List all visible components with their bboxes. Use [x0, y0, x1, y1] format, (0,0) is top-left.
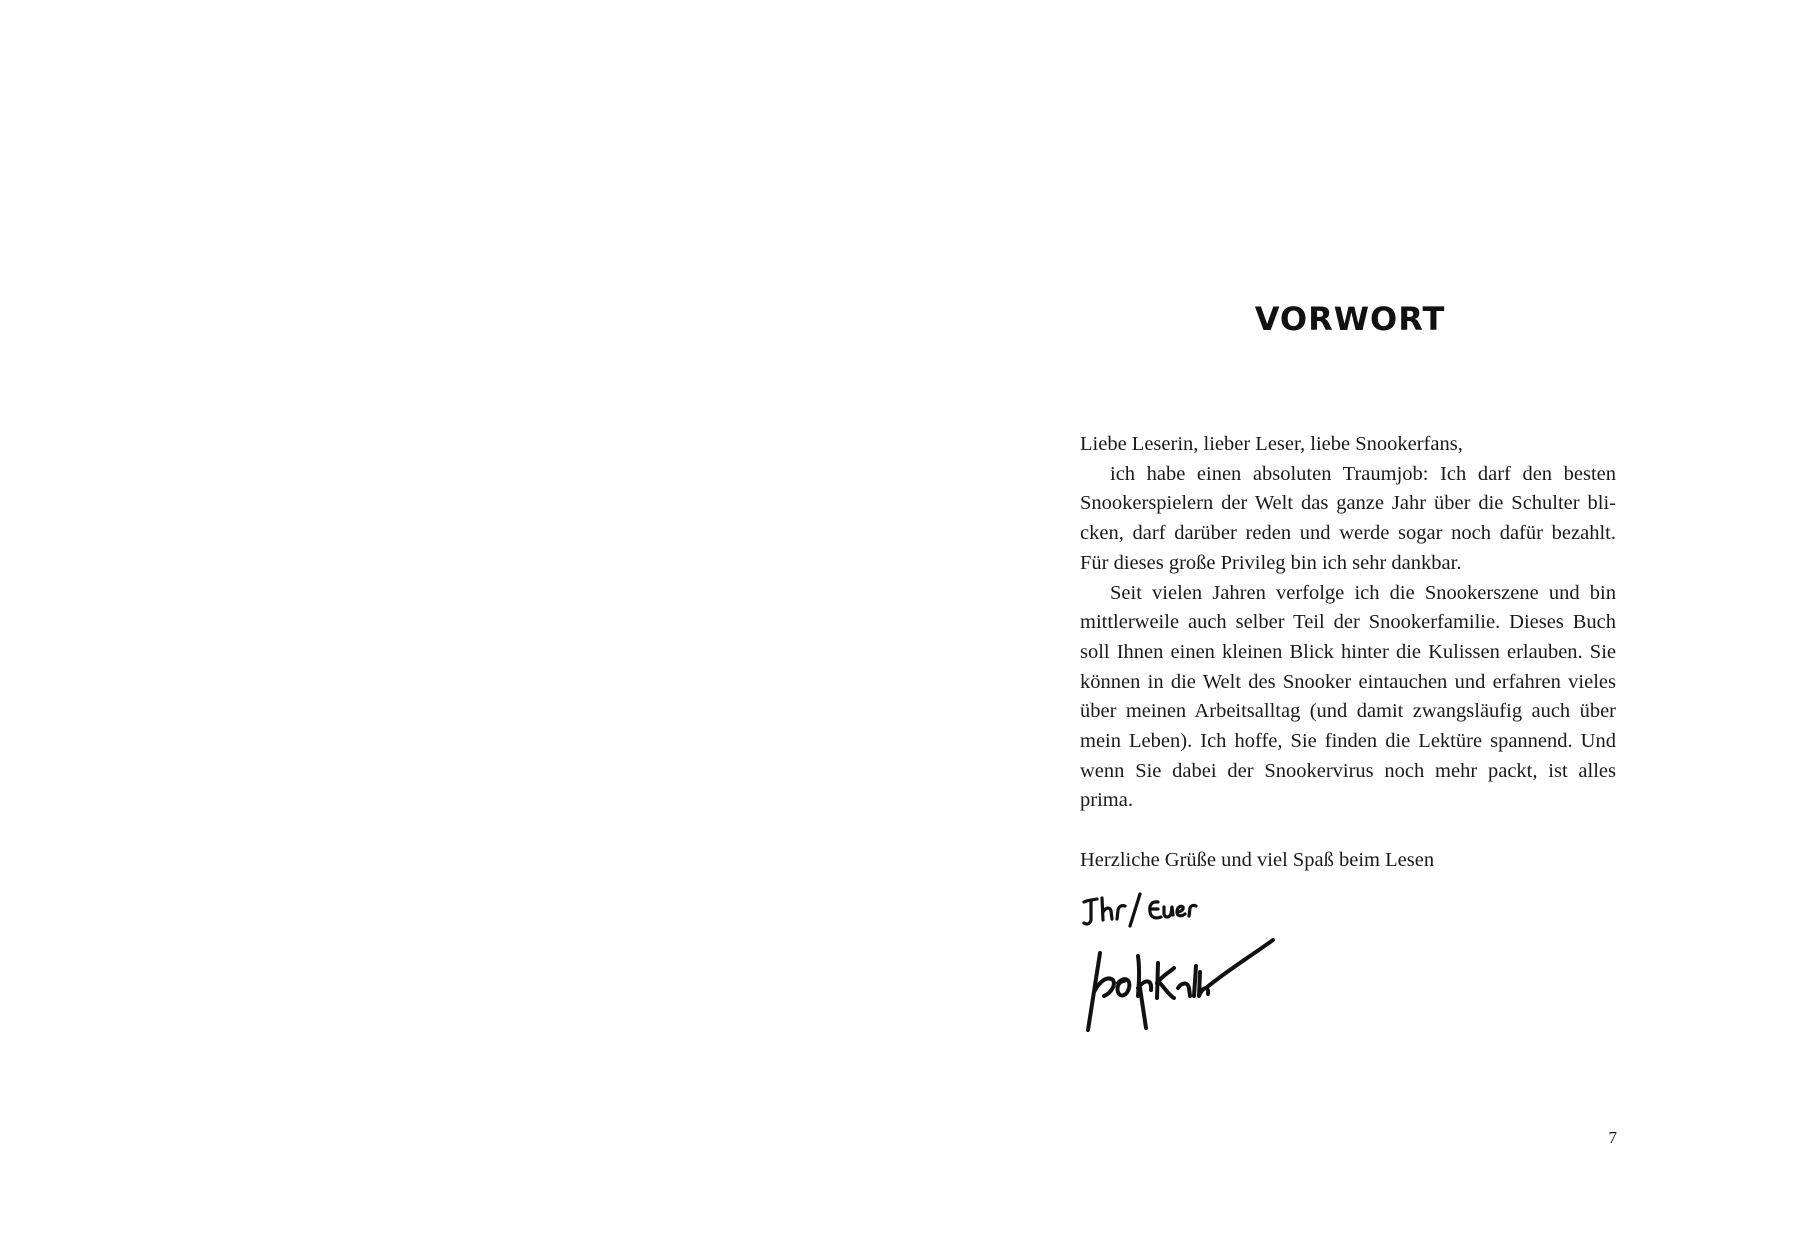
- chapter-title: VORWORT: [1254, 300, 1446, 338]
- signature-greeting: [1084, 894, 1196, 926]
- handwritten-signature: [1078, 888, 1278, 1038]
- left-page-blank: [0, 0, 900, 1241]
- foreword-body: [1080, 430, 1616, 876]
- salutation: Liebe Leserin, lieber Leser, liebe Snookerfans,: [1080, 433, 1463, 455]
- closing-line: Herzliche Grüße und viel Spaß beim Lesen: [1080, 848, 1435, 871]
- signature-name: [1088, 940, 1273, 1030]
- paragraph-1: ich habe einen absoluten Traumjob: Ich darf den besten Snookerspielern der Welt das ganze Jahr über die Schulter blicken, darf darüber reden und werde sogar noch dafür bezahlt. Für dieses große Privileg bin ich sehr dankbar.: [1080, 462, 1616, 574]
- page-number: 7: [1608, 1128, 1617, 1147]
- paragraph-2: Seit vielen Jahren verfolge ich die Snookerszene und bin mittlerweile auch selber Teil der Snookerfamilie. Dieses Buch soll Ihnen einen kleinen Blick hinter die Kulissen erlauben. Sie können in die Welt des Snooker eintauchen und erfahren vieles über meinen Arbeitsalltag (und damit zwangsläufig auch über mein Leben). Ich hoffe, Sie finden die Lektüre spannend. Und wenn Sie dabei der Snookervirus noch mehr packt, ist alles prima.: [1080, 581, 1616, 812]
